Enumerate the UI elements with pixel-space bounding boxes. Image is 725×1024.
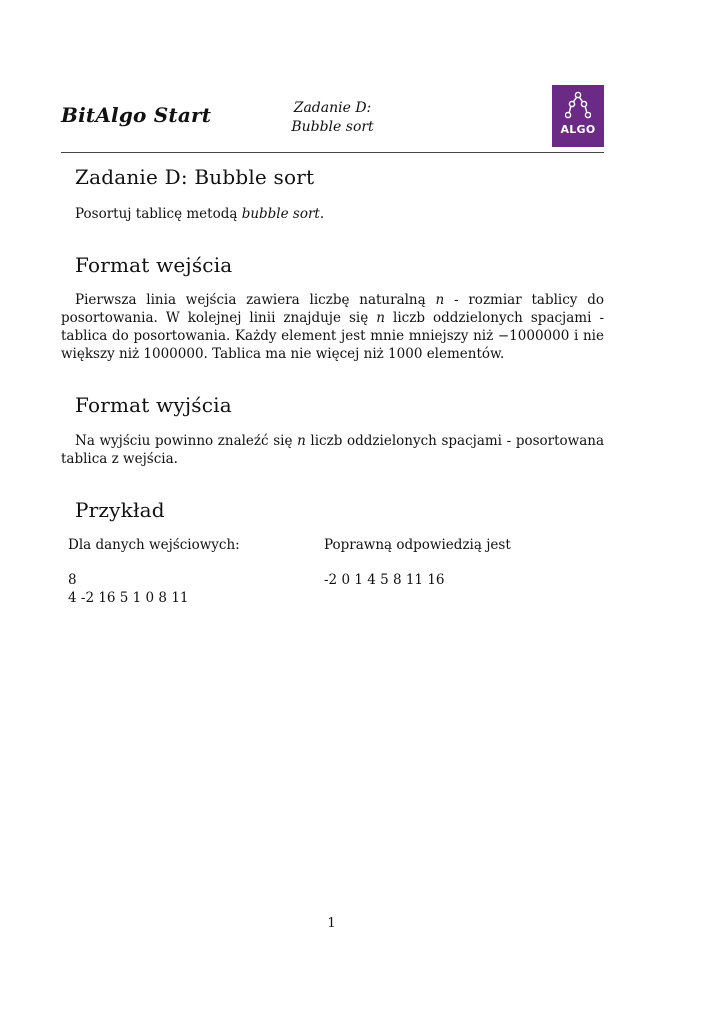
input-format-var2: n xyxy=(376,310,385,326)
intro-text-italic: bubble sort xyxy=(241,206,320,222)
header-divider xyxy=(61,152,604,153)
example-input-line2: 4 -2 16 5 1 0 8 11 xyxy=(68,590,189,606)
example-output-label: Poprawną odpowiedzią jest xyxy=(324,537,511,553)
example-output-column xyxy=(324,536,511,589)
input-format-seg3: liczb oddzielonych spacjami - tablica do posortowania. Każdy element jest mnie mniejszy niż −1000000 i nie większy niż 1000000. Tablica ma nie więcej niż 1000 elementów. xyxy=(61,310,605,362)
logo-text: ALGO xyxy=(560,123,596,136)
input-format-seg1: Pierwsza linia wejścia zawiera liczbę naturalną xyxy=(75,292,436,308)
output-format-seg1: Na wyjściu powinno znaleźć się xyxy=(75,433,298,449)
header-task-name xyxy=(280,99,385,137)
example-input-line1: 8 xyxy=(68,572,77,588)
intro-text-2: . xyxy=(319,206,325,222)
header-task-line2: Bubble sort xyxy=(291,119,374,135)
intro-paragraph xyxy=(61,205,604,223)
example-heading: Przykład xyxy=(75,498,165,522)
intro-text-1: Posortuj tablicę metodą xyxy=(75,206,242,222)
input-format-seg2: - rozmiar tablicy do posortowania. W kolejnej linii znajduje się xyxy=(61,292,604,326)
input-format-var1: n xyxy=(435,292,445,308)
output-format-heading: Format wyjścia xyxy=(75,393,232,417)
brand-title: BitAlgo Start xyxy=(61,103,212,127)
page-number: 1 xyxy=(327,916,336,931)
output-format-seg2: liczb oddzielonych spacjami - posortowana tablica z wejścia. xyxy=(61,433,604,467)
header-task-line1: Zadanie D: xyxy=(293,100,372,116)
example-input-column xyxy=(68,536,240,607)
graph-icon xyxy=(565,91,591,121)
example-output-line1: -2 0 1 4 5 8 11 16 xyxy=(324,572,445,588)
input-format-paragraph xyxy=(61,291,604,363)
page-title: Zadanie D: Bubble sort xyxy=(75,165,315,189)
output-format-paragraph xyxy=(61,432,604,468)
algo-logo xyxy=(552,85,604,147)
output-format-var1: n xyxy=(297,433,306,449)
input-format-heading: Format wejścia xyxy=(75,253,233,277)
example-input-label: Dla danych wejściowych: xyxy=(68,537,240,553)
